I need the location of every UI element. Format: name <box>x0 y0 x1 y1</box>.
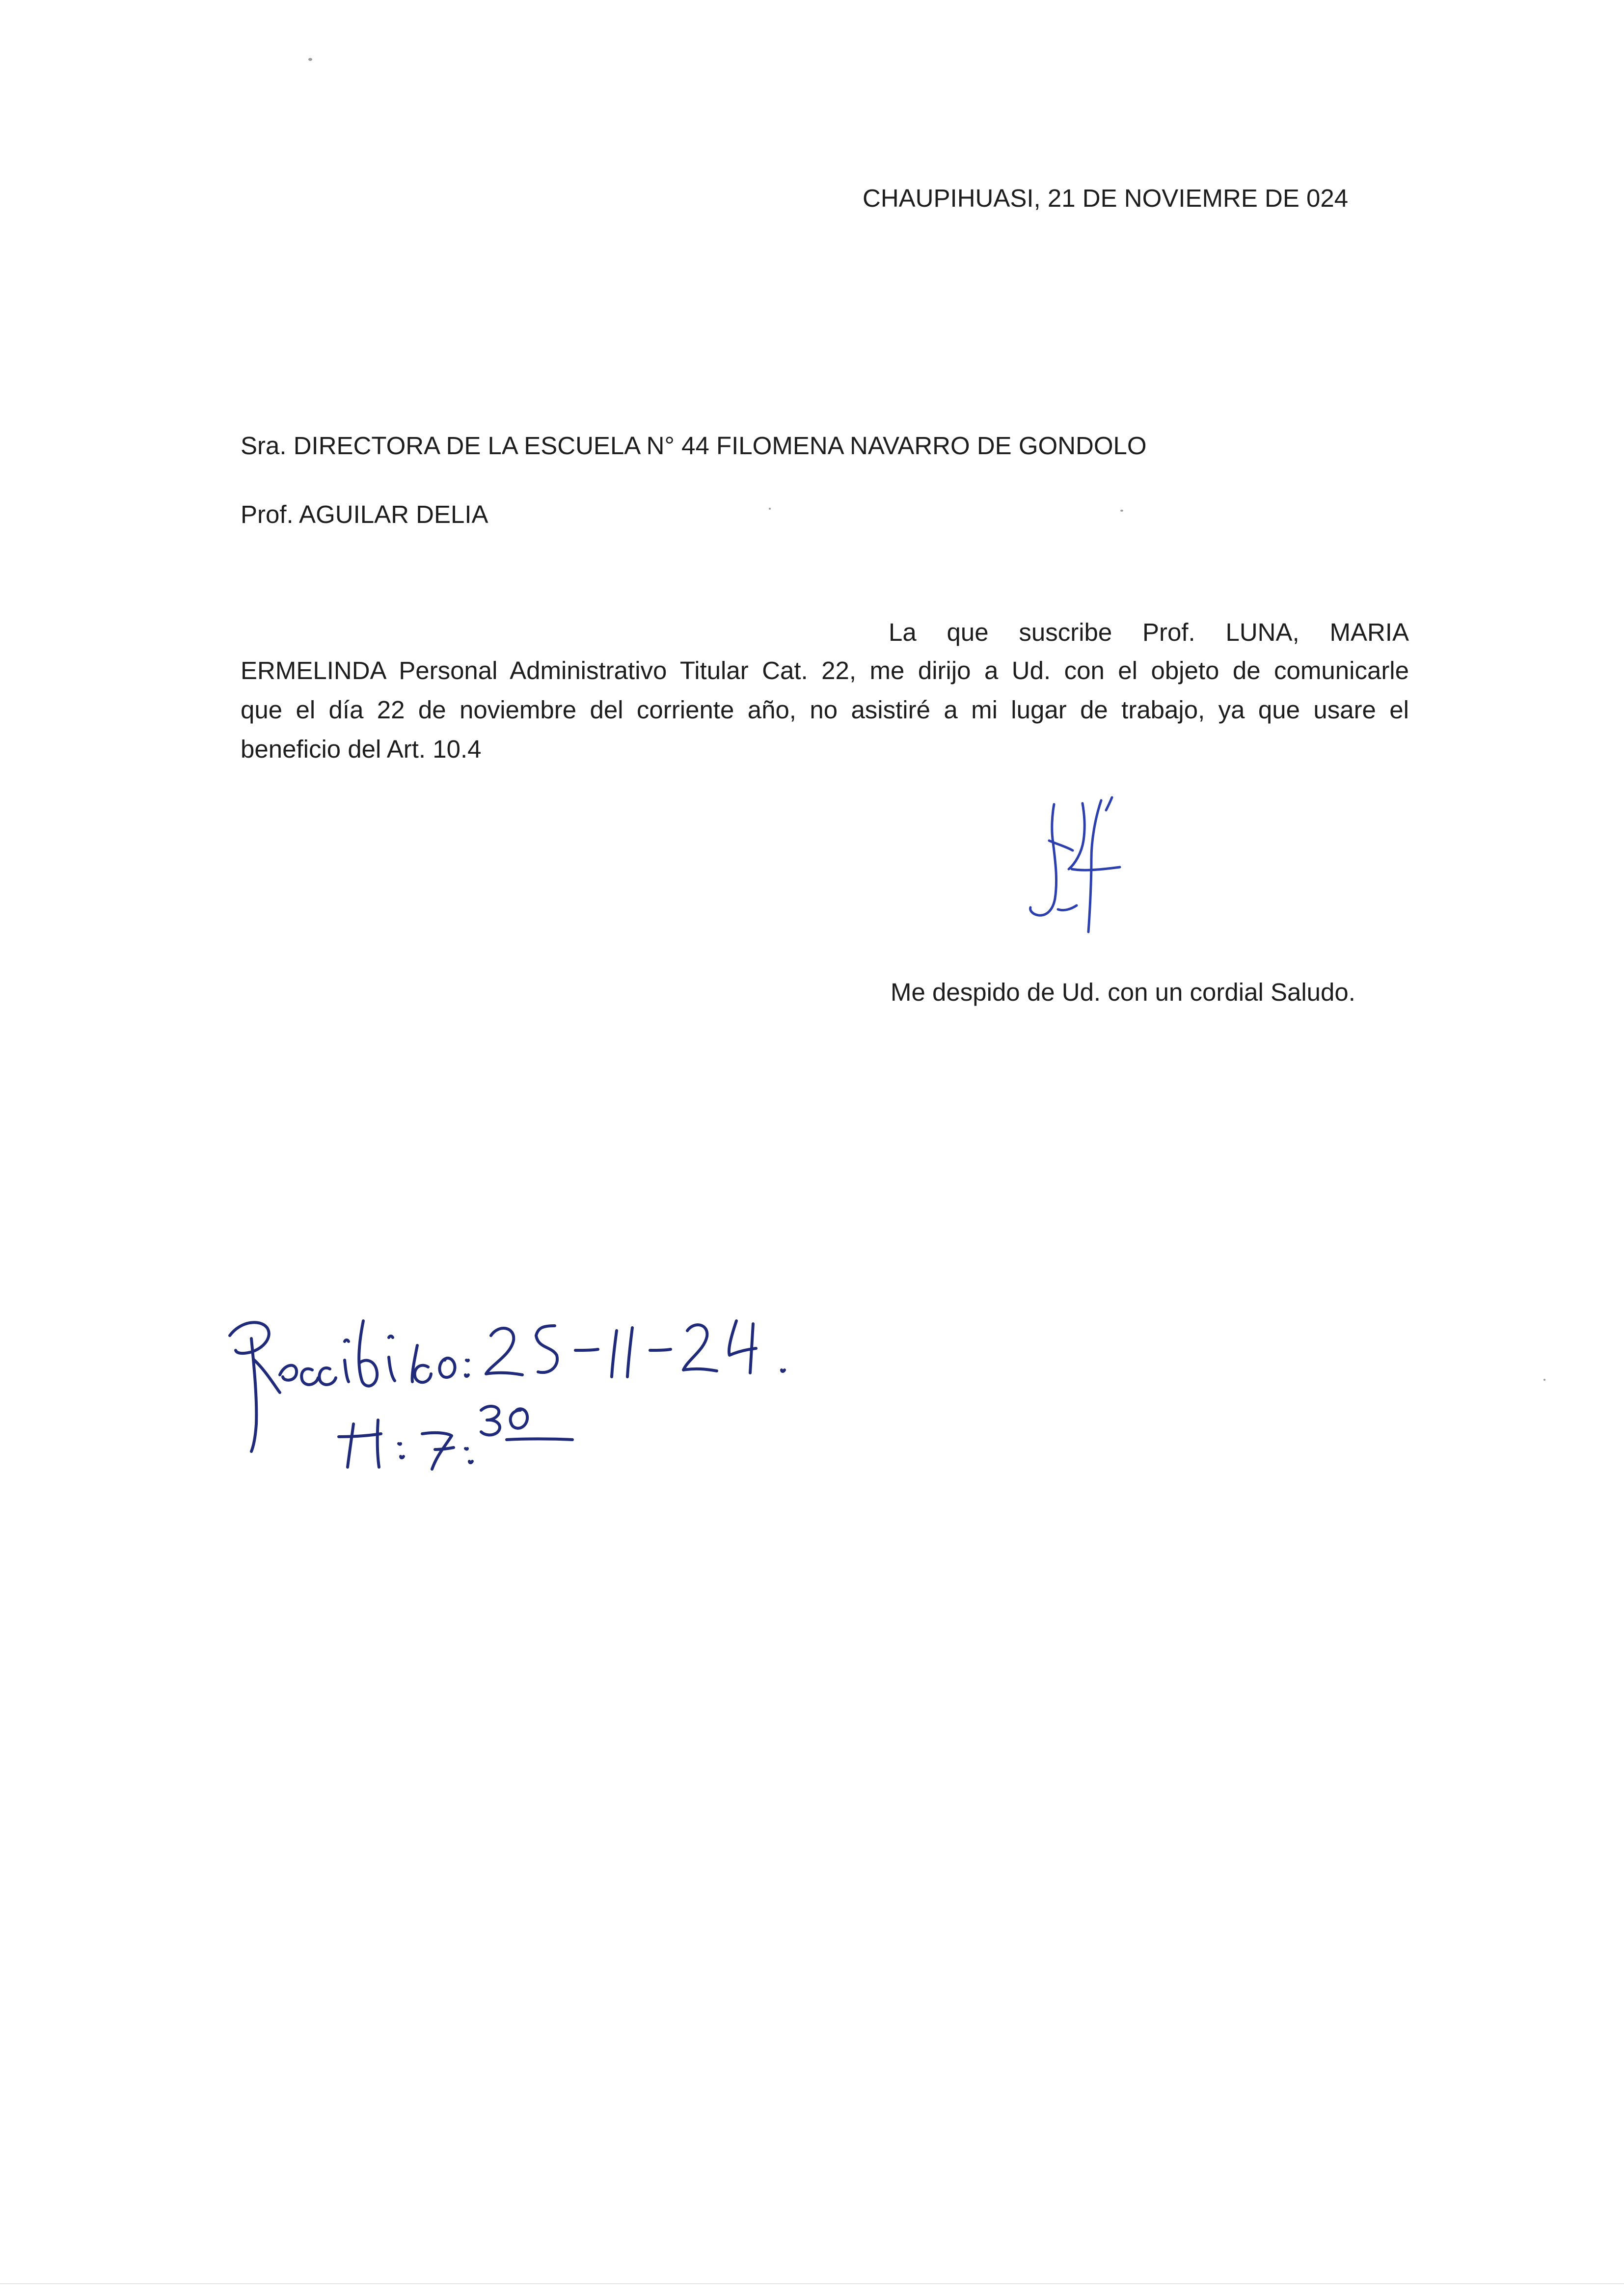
body-line: beneficio del Art. 10.4 <box>241 735 482 763</box>
signature <box>1024 795 1151 943</box>
body-line: ERMELINDA Personal Administrativo Titular Cat. 22, me dirijo a Ud. con el objeto de comunicarle <box>241 656 1409 684</box>
scan-speck <box>1120 510 1123 512</box>
closing-salutation: Me despido de Ud. con un cordial Saludo. <box>891 978 1355 1006</box>
letter-date: CHAUPIHUASI, 21 DE NOVIEMRE DE 024 <box>863 184 1349 212</box>
recipient-name: Prof. AGUILAR DELIA <box>241 500 488 528</box>
scan-speck <box>1543 1379 1545 1381</box>
scan-speck <box>769 508 771 510</box>
body-line: La que suscribe Prof. LUNA, MARIA <box>889 618 1409 646</box>
page-bottom-edge <box>0 2283 1624 2284</box>
received-stamp-handwritten <box>206 1277 844 1483</box>
body-line: que el día 22 de noviembre del corriente año, no asistiré a mi lugar de trabajo, ya que usare el <box>241 696 1409 724</box>
recipient-title: Sra. DIRECTORA DE LA ESCUELA N° 44 FILOMENA NAVARRO DE GONDOLO <box>241 432 1147 460</box>
scan-speck <box>308 58 312 61</box>
